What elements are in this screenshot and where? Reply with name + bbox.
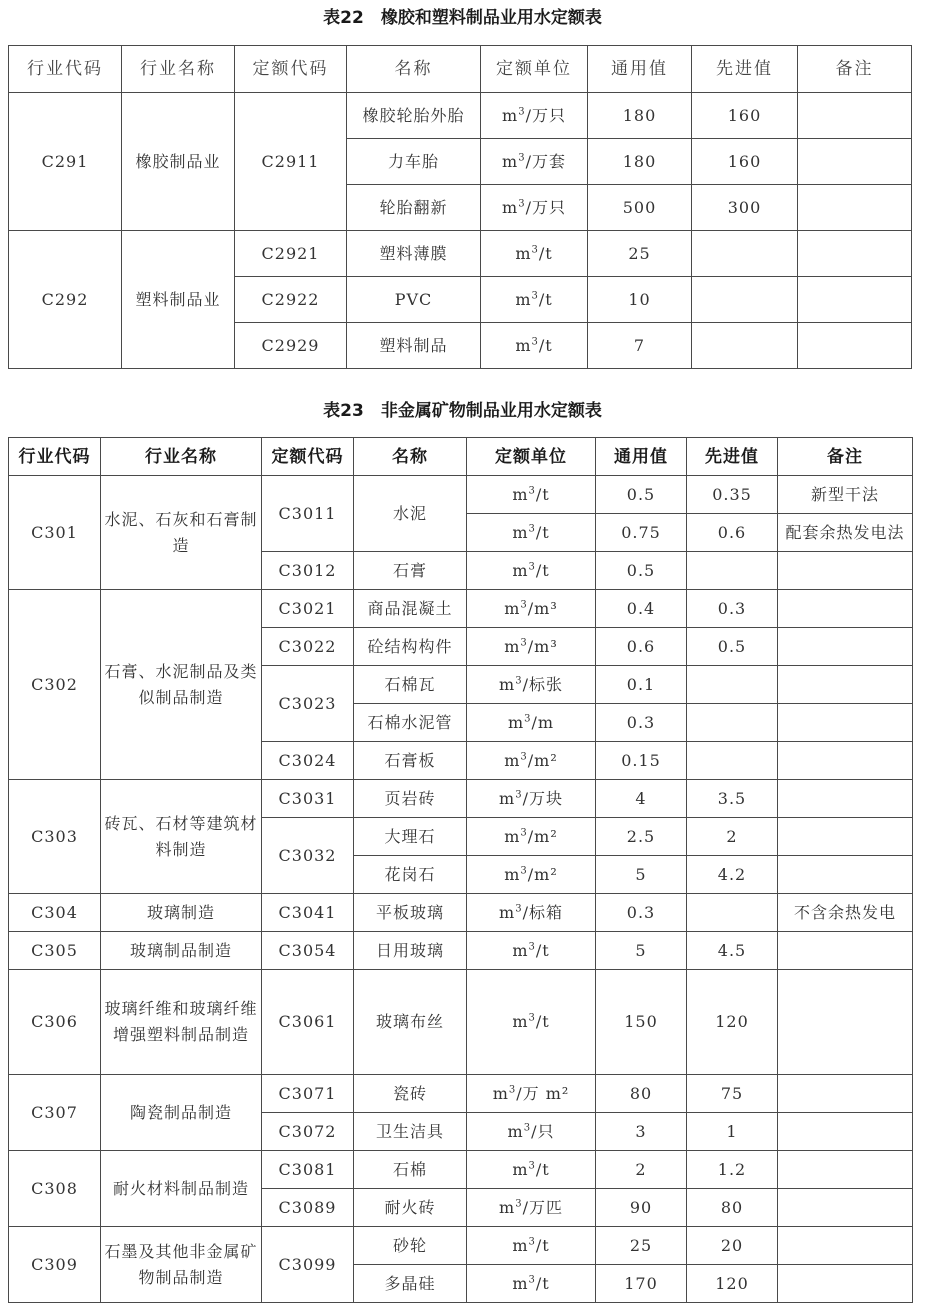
quota-code-cell: C2929 <box>235 323 347 369</box>
industry-code-cell: C305 <box>9 932 101 970</box>
unit-cell: $m^3/t$ <box>467 932 596 970</box>
header-quota-code: 定额代码 <box>235 46 347 93</box>
header-remark: 备注 <box>778 438 913 476</box>
general-value-cell: 180 <box>588 139 692 185</box>
rubber-plastic-water-quota-table <box>8 45 912 369</box>
advanced-value-cell <box>692 231 798 277</box>
industry-name-cell: 橡胶制品业 <box>122 93 235 231</box>
advanced-value-cell: 80 <box>687 1189 778 1227</box>
product-name-cell: 石棉瓦 <box>354 666 467 704</box>
quota-code-cell: C3031 <box>262 780 354 818</box>
industry-code-cell: C309 <box>9 1227 101 1303</box>
header-industry-name: 行业名称 <box>122 46 235 93</box>
table-row <box>9 93 912 139</box>
table-row <box>9 476 913 514</box>
remark-cell <box>778 552 913 590</box>
header-industry-code: 行业代码 <box>9 438 101 476</box>
general-value-cell: 25 <box>596 1227 687 1265</box>
unit-cell: $m^3/m$ <box>467 704 596 742</box>
unit-cell: $m^3/$万只 <box>481 185 588 231</box>
product-name-cell: 卫生洁具 <box>354 1113 467 1151</box>
general-value-cell: 80 <box>596 1075 687 1113</box>
advanced-value-cell: 1.2 <box>687 1151 778 1189</box>
header-unit: 定额单位 <box>481 46 588 93</box>
general-value-cell: 2.5 <box>596 818 687 856</box>
unit-cell: $m^3/t$ <box>467 552 596 590</box>
industry-name-cell: 塑料制品业 <box>122 231 235 369</box>
product-name-cell: 平板玻璃 <box>354 894 467 932</box>
general-value-cell: 170 <box>596 1265 687 1303</box>
remark-cell <box>778 780 913 818</box>
unit-cell: $m^3/$万套 <box>481 139 588 185</box>
advanced-value-cell <box>687 552 778 590</box>
advanced-value-cell <box>687 742 778 780</box>
product-name-cell: 石膏 <box>354 552 467 590</box>
header-general-value: 通用值 <box>588 46 692 93</box>
industry-name-cell: 砖瓦、石材等建筑材料制造 <box>101 780 262 894</box>
general-value-cell: 5 <box>596 932 687 970</box>
general-value-cell: 4 <box>596 780 687 818</box>
product-name-cell: 塑料薄膜 <box>347 231 481 277</box>
general-value-cell: 3 <box>596 1113 687 1151</box>
industry-code-cell: C301 <box>9 476 101 590</box>
product-name-cell: 力车胎 <box>347 139 481 185</box>
product-name-cell: 页岩砖 <box>354 780 467 818</box>
advanced-value-cell: 0.35 <box>687 476 778 514</box>
unit-cell: $m^3/t$ <box>467 1151 596 1189</box>
unit-cell: $m^3/m^2$ <box>467 856 596 894</box>
unit-cell: $m^3/t$ <box>467 476 596 514</box>
quota-code-cell: C2921 <box>235 231 347 277</box>
quota-code-cell: C3071 <box>262 1075 354 1113</box>
advanced-value-cell <box>692 277 798 323</box>
advanced-value-cell: 75 <box>687 1075 778 1113</box>
product-name-cell: 水泥 <box>354 476 467 552</box>
product-name-cell: 石棉 <box>354 1151 467 1189</box>
industry-code-cell: C302 <box>9 590 101 780</box>
industry-name-cell: 水泥、石灰和石膏制造 <box>101 476 262 590</box>
remark-cell: 不含余热发电 <box>778 894 913 932</box>
advanced-value-cell: 160 <box>692 139 798 185</box>
table-row <box>9 970 913 1075</box>
header-name: 名称 <box>347 46 481 93</box>
product-name-cell: 玻璃布丝 <box>354 970 467 1075</box>
industry-code-cell: C307 <box>9 1075 101 1151</box>
remark-cell <box>778 970 913 1075</box>
non-metallic-mineral-water-quota-table <box>8 437 913 1303</box>
product-name-cell: PVC <box>347 277 481 323</box>
general-value-cell: 0.4 <box>596 590 687 628</box>
table-row <box>9 780 913 818</box>
general-value-cell: 5 <box>596 856 687 894</box>
advanced-value-cell: 0.5 <box>687 628 778 666</box>
industry-name-cell: 玻璃制造 <box>101 894 262 932</box>
advanced-value-cell: 20 <box>687 1227 778 1265</box>
unit-cell: $m^3/$万匹 <box>467 1189 596 1227</box>
industry-code-cell: C303 <box>9 780 101 894</box>
remark-cell <box>798 231 912 277</box>
product-name-cell: 耐火砖 <box>354 1189 467 1227</box>
table-row <box>9 231 912 277</box>
product-name-cell: 石膏板 <box>354 742 467 780</box>
quota-code-cell: C3032 <box>262 818 354 894</box>
industry-name-cell: 陶瓷制品制造 <box>101 1075 262 1151</box>
unit-cell: $m^3/m^3$ <box>467 590 596 628</box>
remark-cell <box>778 1265 913 1303</box>
industry-name-cell: 玻璃制品制造 <box>101 932 262 970</box>
industry-code-cell: C304 <box>9 894 101 932</box>
remark-cell <box>778 666 913 704</box>
unit-cell: $m^3/$万只 <box>481 93 588 139</box>
industry-code-cell: C306 <box>9 970 101 1075</box>
header-name: 名称 <box>354 438 467 476</box>
table-row <box>9 1075 913 1113</box>
product-name-cell: 大理石 <box>354 818 467 856</box>
header-industry-code: 行业代码 <box>9 46 122 93</box>
remark-cell: 新型干法 <box>778 476 913 514</box>
remark-cell <box>778 856 913 894</box>
advanced-value-cell: 0.3 <box>687 590 778 628</box>
general-value-cell: 25 <box>588 231 692 277</box>
remark-cell <box>778 818 913 856</box>
unit-cell: $m^3/$标箱 <box>467 894 596 932</box>
general-value-cell: 0.75 <box>596 514 687 552</box>
unit-cell: $m^3/t$ <box>467 1227 596 1265</box>
remark-cell <box>778 628 913 666</box>
quota-code-cell: C2922 <box>235 277 347 323</box>
advanced-value-cell: 120 <box>687 970 778 1075</box>
header-quota-code: 定额代码 <box>262 438 354 476</box>
quota-code-cell: C3021 <box>262 590 354 628</box>
unit-cell: $m^3/t$ <box>481 231 588 277</box>
general-value-cell: 7 <box>588 323 692 369</box>
quota-code-cell: C3089 <box>262 1189 354 1227</box>
product-name-cell: 砂轮 <box>354 1227 467 1265</box>
table-row <box>9 590 913 628</box>
table-row <box>9 1227 913 1265</box>
advanced-value-cell: 0.6 <box>687 514 778 552</box>
quota-code-cell: C3041 <box>262 894 354 932</box>
header-advanced-value: 先进值 <box>687 438 778 476</box>
remark-cell <box>798 277 912 323</box>
quota-code-cell: C3023 <box>262 666 354 742</box>
product-name-cell: 砼结构构件 <box>354 628 467 666</box>
product-name-cell: 商品混凝土 <box>354 590 467 628</box>
product-name-cell: 塑料制品 <box>347 323 481 369</box>
unit-cell: $m^3/t$ <box>467 970 596 1075</box>
remark-cell <box>778 1151 913 1189</box>
advanced-value-cell: 4.5 <box>687 932 778 970</box>
remark-cell <box>778 742 913 780</box>
product-name-cell: 多晶硅 <box>354 1265 467 1303</box>
industry-code-cell: C292 <box>9 231 122 369</box>
general-value-cell: 0.1 <box>596 666 687 704</box>
quota-code-cell: C3099 <box>262 1227 354 1303</box>
remark-cell <box>778 932 913 970</box>
table-row <box>9 1151 913 1189</box>
advanced-value-cell: 4.2 <box>687 856 778 894</box>
header-general-value: 通用值 <box>596 438 687 476</box>
quota-code-cell: C3081 <box>262 1151 354 1189</box>
remark-cell <box>798 93 912 139</box>
industry-code-cell: C291 <box>9 93 122 231</box>
product-name-cell: 橡胶轮胎外胎 <box>347 93 481 139</box>
unit-cell: $m^3/$标张 <box>467 666 596 704</box>
header-unit: 定额单位 <box>467 438 596 476</box>
general-value-cell: 500 <box>588 185 692 231</box>
general-value-cell: 10 <box>588 277 692 323</box>
remark-cell <box>778 1227 913 1265</box>
general-value-cell: 90 <box>596 1189 687 1227</box>
unit-cell: $m^3/m^2$ <box>467 742 596 780</box>
industry-name-cell: 玻璃纤维和玻璃纤维增强塑料制品制造 <box>101 970 262 1075</box>
quota-code-cell: C2911 <box>235 93 347 231</box>
remark-cell <box>778 704 913 742</box>
unit-cell: $m^3/$只 <box>467 1113 596 1151</box>
header-row <box>9 46 912 93</box>
advanced-value-cell <box>687 666 778 704</box>
remark-cell <box>798 185 912 231</box>
general-value-cell: 0.5 <box>596 552 687 590</box>
general-value-cell: 180 <box>588 93 692 139</box>
unit-cell: $m^3/t$ <box>481 277 588 323</box>
quota-code-cell: C3054 <box>262 932 354 970</box>
table-row <box>9 932 913 970</box>
header-advanced-value: 先进值 <box>692 46 798 93</box>
quota-code-cell: C3012 <box>262 552 354 590</box>
header-industry-name: 行业名称 <box>101 438 262 476</box>
general-value-cell: 0.3 <box>596 894 687 932</box>
unit-cell: $m^3/t$ <box>467 1265 596 1303</box>
product-name-cell: 石棉水泥管 <box>354 704 467 742</box>
table-23-caption: 表23 非金属矿物制品业用水定额表 <box>323 401 602 421</box>
advanced-value-cell <box>687 894 778 932</box>
remark-cell: 配套余热发电法 <box>778 514 913 552</box>
advanced-value-cell <box>687 704 778 742</box>
table-22-caption: 表22 橡胶和塑料制品业用水定额表 <box>323 8 602 28</box>
general-value-cell: 0.3 <box>596 704 687 742</box>
advanced-value-cell: 3.5 <box>687 780 778 818</box>
industry-name-cell: 石膏、水泥制品及类似制品制造 <box>101 590 262 780</box>
advanced-value-cell: 300 <box>692 185 798 231</box>
product-name-cell: 花岗石 <box>354 856 467 894</box>
general-value-cell: 0.5 <box>596 476 687 514</box>
header-remark: 备注 <box>798 46 912 93</box>
industry-code-cell: C308 <box>9 1151 101 1227</box>
quota-code-cell: C3072 <box>262 1113 354 1151</box>
quota-code-cell: C3061 <box>262 970 354 1075</box>
industry-name-cell: 耐火材料制品制造 <box>101 1151 262 1227</box>
advanced-value-cell: 120 <box>687 1265 778 1303</box>
quota-code-cell: C3024 <box>262 742 354 780</box>
remark-cell <box>798 323 912 369</box>
unit-cell: $m^3/m^3$ <box>467 628 596 666</box>
advanced-value-cell <box>692 323 798 369</box>
advanced-value-cell: 2 <box>687 818 778 856</box>
product-name-cell: 瓷砖 <box>354 1075 467 1113</box>
general-value-cell: 2 <box>596 1151 687 1189</box>
product-name-cell: 轮胎翻新 <box>347 185 481 231</box>
unit-cell: $m^3/t$ <box>481 323 588 369</box>
unit-cell: $m^3/m^2$ <box>467 818 596 856</box>
product-name-cell: 日用玻璃 <box>354 932 467 970</box>
unit-cell: $m^3/$万 m² <box>467 1075 596 1113</box>
general-value-cell: 0.15 <box>596 742 687 780</box>
advanced-value-cell: 1 <box>687 1113 778 1151</box>
unit-cell: $m^3/t$ <box>467 514 596 552</box>
general-value-cell: 150 <box>596 970 687 1075</box>
quota-code-cell: C3011 <box>262 476 354 552</box>
remark-cell <box>778 1189 913 1227</box>
industry-name-cell: 石墨及其他非金属矿物制品制造 <box>101 1227 262 1303</box>
general-value-cell: 0.6 <box>596 628 687 666</box>
header-row <box>9 438 913 476</box>
quota-code-cell: C3022 <box>262 628 354 666</box>
remark-cell <box>778 590 913 628</box>
remark-cell <box>778 1113 913 1151</box>
table-row <box>9 894 913 932</box>
advanced-value-cell: 160 <box>692 93 798 139</box>
remark-cell <box>778 1075 913 1113</box>
remark-cell <box>798 139 912 185</box>
unit-cell: $m^3/$万块 <box>467 780 596 818</box>
